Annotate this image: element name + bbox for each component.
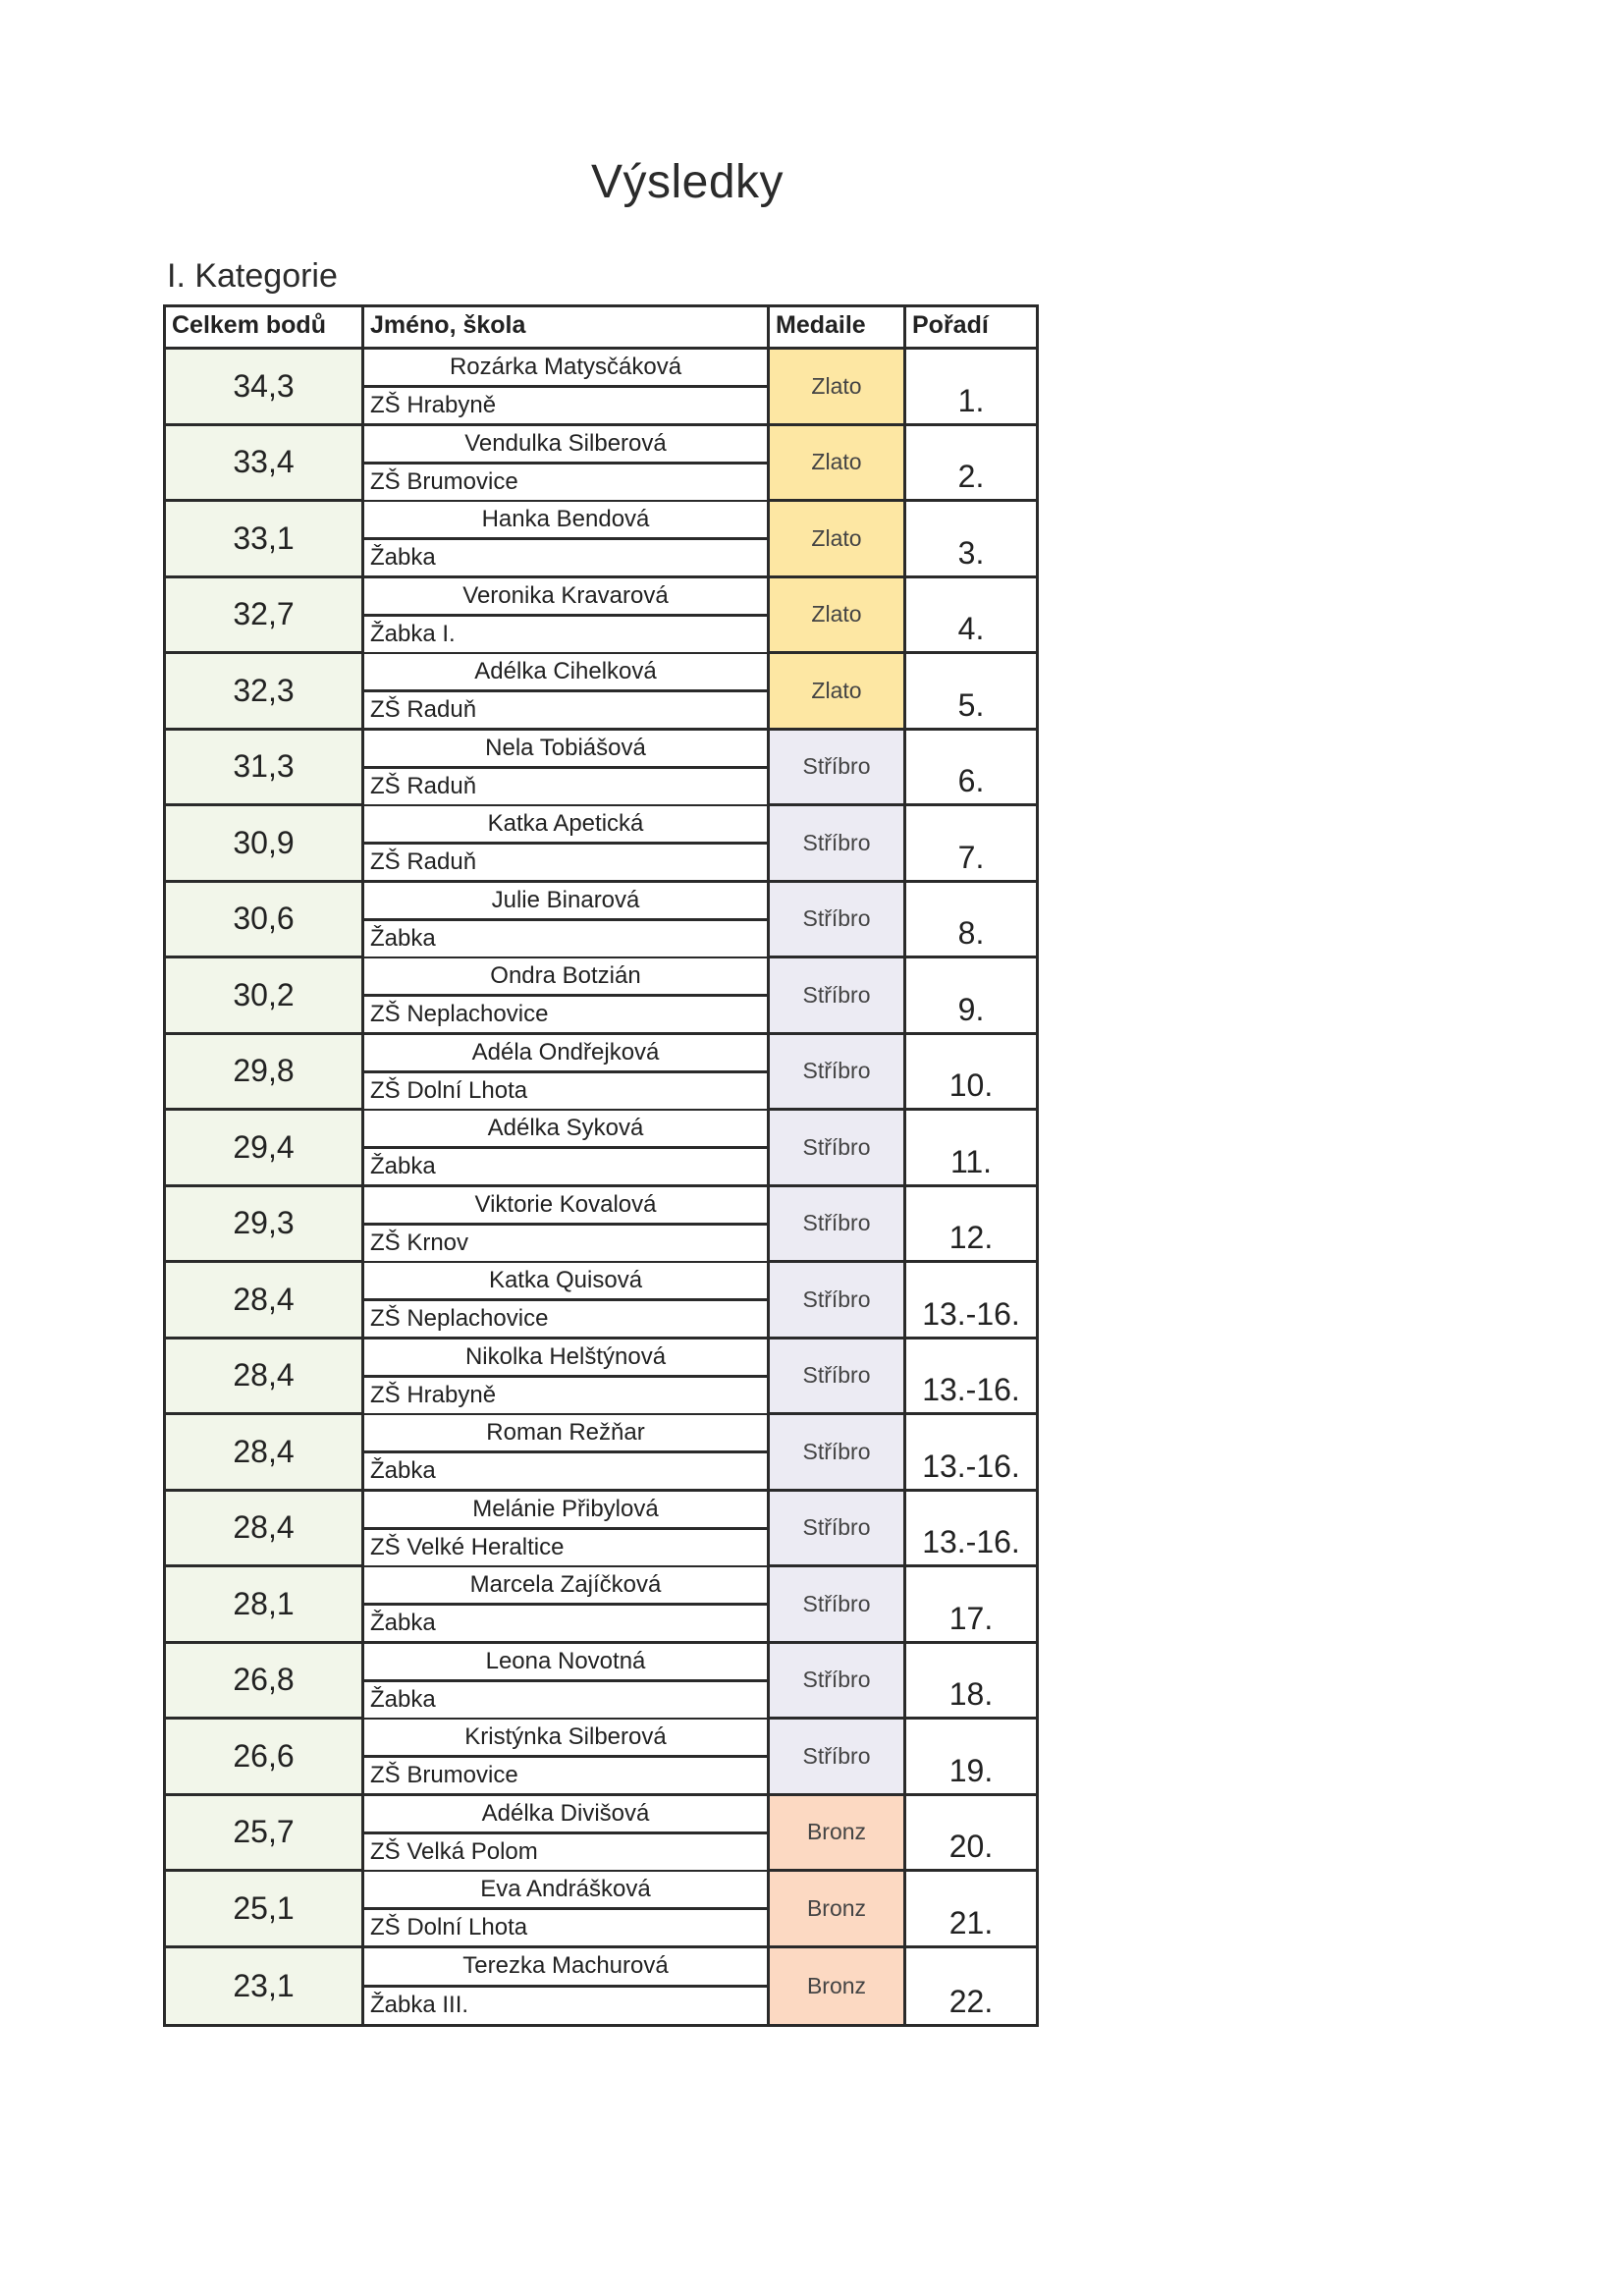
score-cell: 30,9 [166, 806, 364, 880]
table-row [166, 1644, 1036, 1721]
score-cell: 30,2 [166, 958, 364, 1032]
person-name: Veronika Kravarová [364, 578, 767, 617]
rank-cell: 3. [906, 502, 1036, 575]
school-name: ZŠ Hrabyně [364, 388, 767, 423]
medal-cell: Zlato [770, 502, 906, 575]
medal-cell: Stříbro [770, 1492, 906, 1565]
medal-cell: Zlato [770, 654, 906, 728]
person-name: Julie Binarová [364, 883, 767, 921]
rank-cell: 13.-16. [906, 1415, 1036, 1489]
name-cell [364, 1035, 770, 1109]
rank-cell: 5. [906, 654, 1036, 728]
results-table [163, 304, 1039, 2027]
rank-cell: 4. [906, 578, 1036, 652]
school-name: ZŠ Hrabyně [364, 1378, 767, 1413]
school-name: Žabka I. [364, 617, 767, 652]
person-name: Roman Režňar [364, 1415, 767, 1453]
score-cell: 26,6 [166, 1720, 364, 1793]
name-cell [364, 578, 770, 652]
score-cell: 31,3 [166, 731, 364, 804]
name-cell [364, 1415, 770, 1489]
school-name: ZŠ Raduň [364, 692, 767, 728]
rank-cell: 13.-16. [906, 1492, 1036, 1565]
person-name: Leona Novotná [364, 1644, 767, 1682]
medal-cell: Bronz [770, 1948, 906, 2025]
school-name: Žabka III. [364, 1988, 767, 2024]
medal-cell: Stříbro [770, 1567, 906, 1641]
name-cell [364, 883, 770, 957]
score-cell: 26,8 [166, 1644, 364, 1718]
rank-cell: 12. [906, 1187, 1036, 1261]
rank-cell: 8. [906, 883, 1036, 957]
table-row [166, 350, 1036, 426]
school-name: Žabka [364, 1606, 767, 1641]
school-name: Žabka [364, 1682, 767, 1718]
person-name: Adéla Ondřejková [364, 1035, 767, 1073]
medal-cell: Stříbro [770, 731, 906, 804]
school-name: ZŠ Raduň [364, 769, 767, 804]
score-cell: 29,4 [166, 1111, 364, 1184]
person-name: Melánie Přibylová [364, 1492, 767, 1530]
score-cell: 30,6 [166, 883, 364, 957]
score-cell: 28,4 [166, 1415, 364, 1489]
name-cell [364, 1187, 770, 1261]
rank-cell: 9. [906, 958, 1036, 1032]
table-header [166, 307, 1036, 350]
rank-cell: 11. [906, 1111, 1036, 1184]
table-row [166, 1948, 1036, 2025]
person-name: Nela Tobiášová [364, 731, 767, 769]
header-medal: Medaile [770, 307, 906, 347]
header-score: Celkem bodů [166, 307, 364, 347]
rank-cell: 21. [906, 1872, 1036, 1945]
person-name: Viktorie Kovalová [364, 1187, 767, 1226]
medal-cell: Stříbro [770, 1720, 906, 1793]
name-cell [364, 1644, 770, 1718]
table-row [166, 1492, 1036, 1568]
school-name: ZŠ Velká Polom [364, 1834, 767, 1870]
score-cell: 28,1 [166, 1567, 364, 1641]
school-name: Žabka [364, 1149, 767, 1184]
table-row [166, 806, 1036, 883]
school-name: ZŠ Velké Heraltice [364, 1530, 767, 1565]
name-cell [364, 1339, 770, 1413]
rank-cell: 19. [906, 1720, 1036, 1793]
table-row [166, 654, 1036, 731]
score-cell: 25,7 [166, 1796, 364, 1870]
medal-cell: Stříbro [770, 1035, 906, 1109]
table-row [166, 883, 1036, 959]
name-cell [364, 1872, 770, 1945]
table-row [166, 1263, 1036, 1339]
person-name: Terezka Machurová [364, 1948, 767, 1988]
table-row [166, 1415, 1036, 1492]
table-row [166, 1339, 1036, 1416]
person-name: Vendulka Silberová [364, 426, 767, 465]
school-name: ZŠ Raduň [364, 845, 767, 880]
table-row [166, 426, 1036, 503]
table-row [166, 731, 1036, 807]
table-body [166, 350, 1036, 2024]
name-cell [364, 1720, 770, 1793]
school-name: ZŠ Brumovice [364, 1758, 767, 1793]
score-cell: 32,7 [166, 578, 364, 652]
person-name: Nikolka Helštýnová [364, 1339, 767, 1378]
medal-cell: Stříbro [770, 1111, 906, 1184]
medal-cell: Stříbro [770, 1644, 906, 1718]
header-name: Jméno, škola [364, 307, 770, 347]
medal-cell: Stříbro [770, 1339, 906, 1413]
medal-cell: Bronz [770, 1872, 906, 1945]
name-cell [364, 806, 770, 880]
name-cell [364, 731, 770, 804]
score-cell: 28,4 [166, 1492, 364, 1565]
table-row [166, 1111, 1036, 1187]
score-cell: 23,1 [166, 1948, 364, 2025]
table-row [166, 1872, 1036, 1948]
table-row [166, 1567, 1036, 1644]
person-name: Ondra Botzián [364, 958, 767, 997]
name-cell [364, 1111, 770, 1184]
score-cell: 28,4 [166, 1339, 364, 1413]
medal-cell: Stříbro [770, 1263, 906, 1337]
page-title: Výsledky [590, 156, 785, 208]
person-name: Kristýnka Silberová [364, 1720, 767, 1758]
name-cell [364, 654, 770, 728]
table-row [166, 1796, 1036, 1873]
score-cell: 29,3 [166, 1187, 364, 1261]
rank-cell: 6. [906, 731, 1036, 804]
medal-cell: Zlato [770, 350, 906, 423]
medal-cell: Stříbro [770, 883, 906, 957]
table-row [166, 578, 1036, 655]
medal-cell: Zlato [770, 426, 906, 500]
school-name: ZŠ Brumovice [364, 465, 767, 500]
score-cell: 33,4 [166, 426, 364, 500]
name-cell [364, 350, 770, 423]
name-cell [364, 1948, 770, 2025]
person-name: Marcela Zajíčková [364, 1567, 767, 1606]
rank-cell: 18. [906, 1644, 1036, 1718]
person-name: Hanka Bendová [364, 502, 767, 540]
person-name: Adélka Syková [364, 1111, 767, 1149]
score-cell: 29,8 [166, 1035, 364, 1109]
name-cell [364, 1492, 770, 1565]
score-cell: 25,1 [166, 1872, 364, 1945]
rank-cell: 13.-16. [906, 1339, 1036, 1413]
score-cell: 34,3 [166, 350, 364, 423]
person-name: Eva Andrášková [364, 1872, 767, 1910]
score-cell: 33,1 [166, 502, 364, 575]
name-cell [364, 502, 770, 575]
rank-cell: 13.-16. [906, 1263, 1036, 1337]
table-row [166, 502, 1036, 578]
school-name: ZŠ Neplachovice [364, 997, 767, 1032]
header-rank: Pořadí [912, 311, 989, 339]
score-cell: 28,4 [166, 1263, 364, 1337]
category-heading: I. Kategorie [167, 257, 338, 295]
rank-cell: 7. [906, 806, 1036, 880]
person-name: Rozárka Matysčáková [364, 350, 767, 388]
score-cell: 32,3 [166, 654, 364, 728]
person-name: Adélka Divišová [364, 1796, 767, 1834]
rank-cell: 17. [906, 1567, 1036, 1641]
medal-cell: Stříbro [770, 958, 906, 1032]
medal-cell: Stříbro [770, 1187, 906, 1261]
school-name: ZŠ Dolní Lhota [364, 1910, 767, 1945]
school-name: ZŠ Dolní Lhota [364, 1073, 767, 1109]
rank-cell: 1. [906, 350, 1036, 423]
table-row [166, 1720, 1036, 1796]
school-name: ZŠ Neplachovice [364, 1301, 767, 1337]
rank-cell: 22. [906, 1948, 1036, 2025]
rank-cell: 20. [906, 1796, 1036, 1870]
rank-cell: 10. [906, 1035, 1036, 1109]
person-name: Katka Apetická [364, 806, 767, 845]
name-cell [364, 1796, 770, 1870]
medal-cell: Stříbro [770, 806, 906, 880]
school-name: ZŠ Krnov [364, 1226, 767, 1261]
table-row [166, 1187, 1036, 1264]
table-row [166, 1035, 1036, 1112]
name-cell [364, 1263, 770, 1337]
medal-cell: Zlato [770, 578, 906, 652]
medal-cell: Stříbro [770, 1415, 906, 1489]
school-name: Žabka [364, 1453, 767, 1489]
school-name: Žabka [364, 921, 767, 957]
person-name: Katka Quisová [364, 1263, 767, 1301]
rank-cell: 2. [906, 426, 1036, 500]
medal-cell: Bronz [770, 1796, 906, 1870]
person-name: Adélka Cihelková [364, 654, 767, 692]
table-row [166, 958, 1036, 1035]
name-cell [364, 426, 770, 500]
name-cell [364, 1567, 770, 1641]
school-name: Žabka [364, 540, 767, 575]
name-cell [364, 958, 770, 1032]
